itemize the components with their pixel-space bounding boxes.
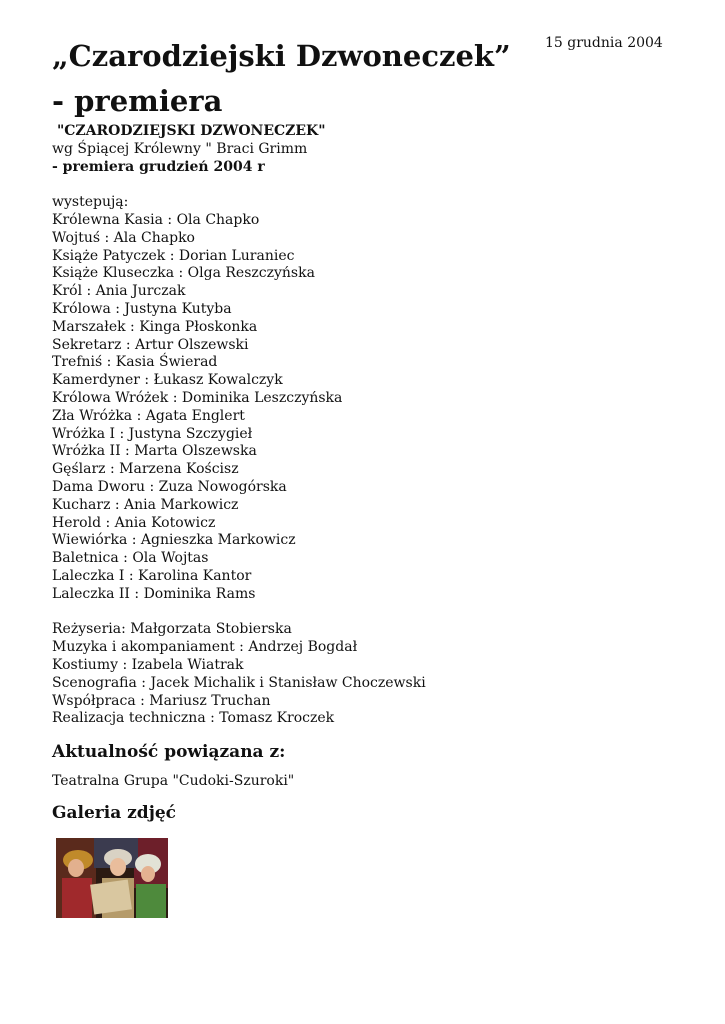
crew-item: Współpraca : Mariusz Truchan <box>52 692 271 709</box>
cast-item: Trefniś : Kasia Świerad <box>52 354 218 371</box>
crew-item: Realizacja techniczna : Tomasz Kroczek <box>52 710 335 727</box>
cast-item: Książe Kluseczka : Olga Reszczyńska <box>52 265 315 282</box>
cast-list <box>52 212 672 604</box>
cast-item: Laleczka I : Karolina Kantor <box>52 567 252 584</box>
cast-item: Gęślarz : Marzena Kościsz <box>52 461 239 478</box>
cast-item: Królewna Kasia : Ola Chapko <box>52 211 260 228</box>
cast-item: Laleczka II : Dominika Rams <box>52 585 256 602</box>
crew-item: Kostiumy : Izabela Wiatrak <box>52 656 244 673</box>
cast-item: Kucharz : Ania Markowicz <box>52 496 239 513</box>
gallery-photo[interactable] <box>56 838 168 918</box>
page-title: „Czarodziejski Dzwoneczek” - premiera <box>52 39 511 118</box>
cast-item: Królowa : Justyna Kutyba <box>52 300 232 317</box>
cast-label: wystepują: <box>52 194 129 211</box>
cast-item: Wiewiórka : Agnieszka Markowicz <box>52 532 296 549</box>
cast-item: Herold : Ania Kotowicz <box>52 514 216 531</box>
crew-list <box>52 621 672 728</box>
crew-item: Reżyseria: Małgorzata Stobierska <box>52 621 292 638</box>
premiere-line: - premiera grudzień 2004 r <box>52 158 265 175</box>
cast-item: Wróżka II : Marta Olszewska <box>52 443 257 460</box>
cast-item: Kamerdyner : Łukasz Kowalczyk <box>52 372 283 389</box>
play-heading: "CZARODZIEJSKI DZWONECZEK" <box>57 123 326 139</box>
cast-item: Król : Ania Jurczak <box>52 283 186 300</box>
cast-item: Książe Patyczek : Dorian Luraniec <box>52 247 295 264</box>
cast-item: Dama Dworu : Zuza Nowogórska <box>52 478 287 495</box>
article-body <box>52 123 672 918</box>
cast-item: Królowa Wróżek : Dominika Leszczyńska <box>52 389 343 406</box>
date: 15 grudnia 2004 <box>545 35 663 51</box>
gallery-heading: Galeria zdjęć <box>52 802 177 823</box>
related-link[interactable]: Teatralna Grupa "Cudoki-Szuroki" <box>52 773 295 790</box>
cast-item: Marszałek : Kinga Płoskonka <box>52 318 258 335</box>
crew-item: Scenografia : Jacek Michalik i Stanisław Choczewski <box>52 674 426 691</box>
related-heading: Aktualność powiązana z: <box>52 742 286 763</box>
cast-item: Zła Wróżka : Agata Englert <box>52 407 245 424</box>
crew-item: Muzyka i akompaniament : Andrzej Bogdał <box>52 639 358 656</box>
cast-item: Wojtuś : Ala Chapko <box>52 229 195 246</box>
gallery-photo-image <box>56 838 168 918</box>
cast-item: Baletnica : Ola Wojtas <box>52 550 209 567</box>
cast-item: Wróżka I : Justyna Szczygieł <box>52 425 253 442</box>
play-source: wg Śpiącej Królewny " Braci Grimm <box>52 140 308 157</box>
cast-item: Sekretarz : Artur Olszewski <box>52 336 249 353</box>
